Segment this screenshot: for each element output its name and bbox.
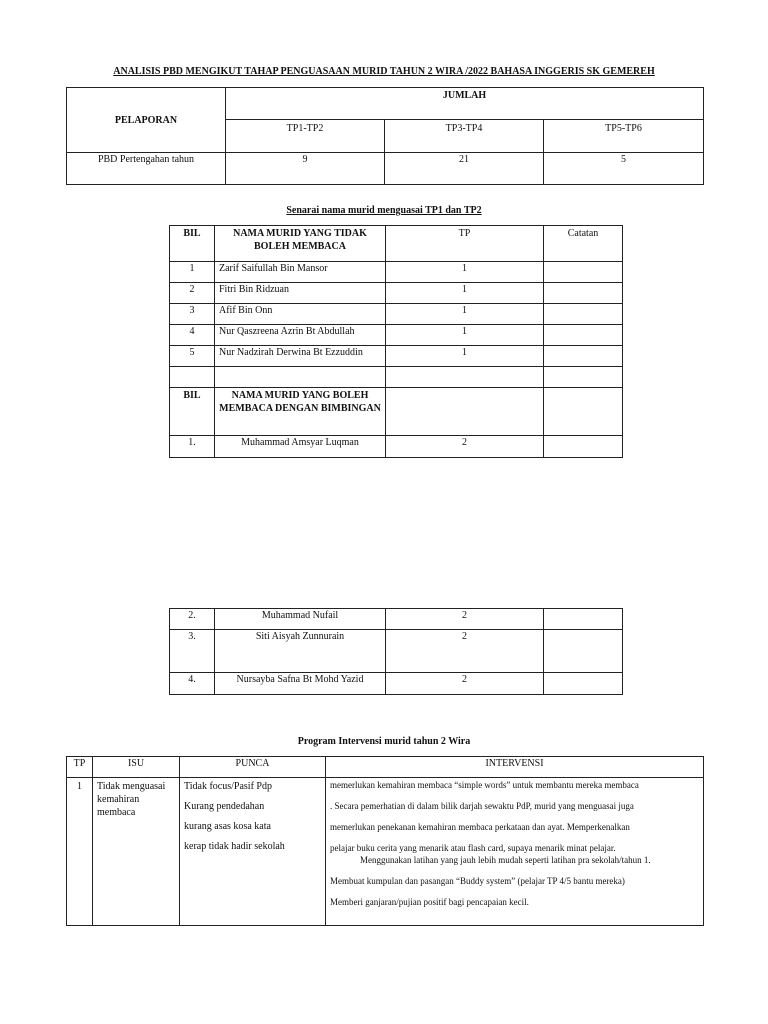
col-tp3-tp4: TP3-TP4 [385, 120, 544, 153]
tp-cell: 1 [386, 325, 544, 346]
intervensi-cell [326, 778, 704, 926]
header-punca: PUNCA [180, 757, 326, 778]
bil-cell: 4 [170, 325, 215, 346]
catatan-cell [544, 304, 623, 325]
tp-cell: 1 [67, 778, 93, 926]
intervensi-line: pelajar buku cerita yang menarik atau flash card, supaya menarik minat pelajar. [330, 843, 616, 853]
table-row [170, 673, 623, 695]
bil-cell: 1 [170, 262, 215, 283]
nama-cell: Afif Bin Onn [215, 304, 386, 325]
punca-cell [180, 778, 326, 926]
nama-cell: Nur Qaszreena Azrin Bt Abdullah [215, 325, 386, 346]
intervensi-line: Membuat kumpulan dan pasangan “Buddy system” (pelajar TP 4/5 bantu mereka) [330, 876, 625, 886]
catatan-cell [544, 283, 623, 304]
tp-cell: 2 [386, 673, 544, 695]
table-row [170, 630, 623, 673]
intervensi-line: Memberi ganjaran/pujian positif bagi pencapaian kecil. [330, 897, 529, 907]
student-list-table [169, 225, 623, 458]
nama-cell: Muhammad Nufail [215, 609, 386, 630]
table-row [170, 609, 623, 630]
tp-cell: 2 [386, 630, 544, 673]
header-isu: ISU [93, 757, 180, 778]
punca-item: kerap tidak hadir sekolah [184, 841, 285, 852]
tp-cell: 1 [386, 304, 544, 325]
value-tp3-tp4: 21 [385, 153, 544, 185]
nama-cell: Fitri Bin Ridzuan [215, 283, 386, 304]
nama-cell: Siti Aisyah Zunnurain [215, 630, 386, 673]
pelaporan-header: PELAPORAN [67, 88, 226, 153]
catatan-cell [544, 262, 623, 283]
table-row-empty [170, 367, 623, 388]
intervensi-line: Menggunakan latihan yang jauh lebih mudah seperti latihan pra sekolah/tahun 1. [360, 855, 651, 865]
table-row [170, 346, 623, 367]
header-nama-2: NAMA MURID YANG BOLEH MEMBACA DENGAN BIMBINGAN [215, 388, 386, 436]
bil-cell: 5 [170, 346, 215, 367]
bil-cell: 2 [170, 283, 215, 304]
tp-cell: 1 [386, 262, 544, 283]
tp-cell: 1 [386, 283, 544, 304]
intervensi-line: . Secara pemerhatian di dalam bilik darjah sewaktu PdP, murid yang menguasai juga [330, 801, 634, 811]
intervention-table [66, 756, 704, 926]
header-tp: TP [67, 757, 93, 778]
table-row [170, 262, 623, 283]
catatan-cell [544, 346, 623, 367]
header-nama: NAMA MURID YANG TIDAK BOLEH MEMBACA [215, 226, 386, 262]
catatan-cell [544, 436, 623, 458]
row-label: PBD Pertengahan tahun [67, 153, 226, 185]
table-row [170, 325, 623, 346]
header-catatan: Catatan [544, 226, 623, 262]
intervensi-line: memerlukan kemahiran membaca “simple words” untuk membantu mereka membaca [330, 780, 639, 790]
col-tp1-tp2: TP1-TP2 [226, 120, 385, 153]
punca-item: kurang asas kosa kata [184, 821, 271, 832]
bil-cell: 4. [170, 673, 215, 695]
nama-cell: Nursayba Safna Bt Mohd Yazid [215, 673, 386, 695]
list-title: Senarai nama murid menguasai TP1 dan TP2 [286, 205, 482, 216]
catatan-cell [544, 609, 623, 630]
catatan-cell [544, 325, 623, 346]
summary-table [66, 87, 704, 185]
catatan-cell [544, 673, 623, 695]
value-tp5-tp6: 5 [544, 153, 704, 185]
intervensi-line: memerlukan penekanan kemahiran membaca perkataan dan ayat. Memperkenalkan [330, 822, 630, 832]
header-intervensi: INTERVENSI [326, 757, 704, 778]
bil-cell: 3 [170, 304, 215, 325]
table-row [170, 436, 623, 458]
bil-cell: 3. [170, 630, 215, 673]
tp-cell: 2 [386, 609, 544, 630]
table-row [170, 283, 623, 304]
col-tp5-tp6: TP5-TP6 [544, 120, 704, 153]
student-list-table-continued [169, 608, 623, 695]
punca-item: Tidak focus/Pasif Pdp [184, 781, 272, 792]
isu-cell: Tidak menguasai kemahiran membaca [93, 778, 180, 926]
nama-cell: Muhammad Amsyar Luqman [215, 436, 386, 458]
header-bil-2: BIL [170, 388, 215, 436]
bil-cell: 2. [170, 609, 215, 630]
jumlah-header: JUMLAH [226, 88, 704, 120]
bil-cell: 1. [170, 436, 215, 458]
punca-item: Kurang pendedahan [184, 801, 265, 812]
table-row [170, 304, 623, 325]
tp-cell: 1 [386, 346, 544, 367]
header-bil: BIL [170, 226, 215, 262]
nama-cell: Zarif Saifullah Bin Mansor [215, 262, 386, 283]
nama-cell: Nur Nadzirah Derwina Bt Ezzuddin [215, 346, 386, 367]
program-title: Program Intervensi murid tahun 2 Wira [297, 736, 471, 747]
value-tp1-tp2: 9 [226, 153, 385, 185]
header-tp: TP [386, 226, 544, 262]
catatan-cell [544, 630, 623, 673]
page-title: ANALISIS PBD MENGIKUT TAHAP PENGUASAAN MURID TAHUN 2 WIRA /2022 BAHASA INGGERIS SK GEMEREH [113, 66, 655, 77]
tp-cell: 2 [386, 436, 544, 458]
